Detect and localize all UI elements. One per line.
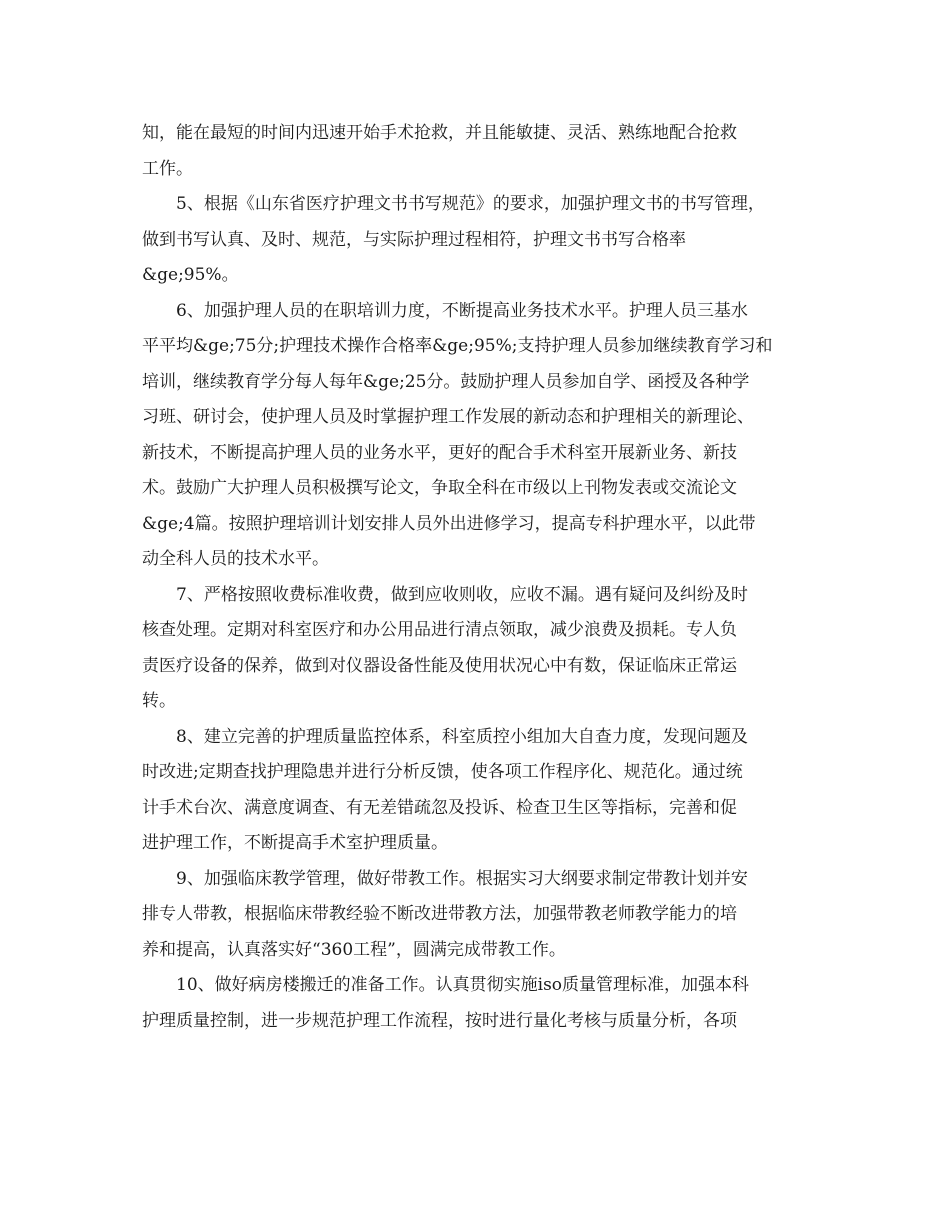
text-line: 术。鼓励广大护理人员积极撰写论文，争取全科在市级以上刊物发表或交流论文 xyxy=(142,478,737,498)
text-line: 10、做好病房楼搬迁的准备工作。认真贯彻实施iso质量管理标准，加强本科 xyxy=(176,975,750,995)
text-line: 平平均&ge;75分;护理技术操作合格率&ge;95%;支持护理人员参加继续教育学习和 xyxy=(142,336,773,356)
text-line: 做到书写认真、及时、规范，与实际护理过程相符，护理文书书写合格率 xyxy=(142,229,686,250)
text-line: 动全科人员的技术水平。 xyxy=(142,549,329,569)
paragraph-item-10 xyxy=(142,968,802,1039)
text-line: 6、加强护理人员的在职培训力度，不断提高业务技术水平。护理人员三基水 xyxy=(176,300,748,321)
paragraph-item-7 xyxy=(142,578,802,720)
paragraph-item-5 xyxy=(142,187,802,294)
paragraph-item-9 xyxy=(142,862,802,969)
text-line: 9、加强临床教学管理，做好带教工作。根据实习大纲要求制定带教计划并安 xyxy=(176,868,748,889)
text-line: 新技术，不断提高护理人员的业务水平，更好的配合手术科室开展新业务、新技 xyxy=(142,442,737,463)
text-line: 7、严格按照收费标准收费，做到应收则收，应收不漏。遇有疑问及纠纷及时 xyxy=(176,584,748,605)
paragraph-continuation xyxy=(142,116,802,187)
text-line: 养和提高，认真落实好“360工程”，圆满完成带教工作。 xyxy=(142,939,566,960)
text-line: 习班、研讨会，使护理人员及时掌握护理工作发展的新动态和护理相关的新理论、 xyxy=(142,407,754,427)
paragraph-item-8 xyxy=(142,720,802,862)
text-line: 5、根据《山东省医疗护理文书书写规范》的要求，加强护理文书的书写管理， xyxy=(176,194,765,214)
document-page xyxy=(142,116,802,1039)
text-line: 时改进;定期查找护理隐患并进行分析反馈，使各项工作程序化、规范化。通过统 xyxy=(142,762,743,782)
text-line: 护理质量控制，进一步规范护理工作流程，按时进行量化考核与质量分析，各项 xyxy=(142,1010,737,1031)
paragraph-item-6 xyxy=(142,294,802,578)
text-line: &ge;4篇。按照护理培训计划安排人员外出进修学习，提高专科护理水平，以此带 xyxy=(142,513,756,534)
text-line: 排专人带教，根据临床带教经验不断改进带教方法，加强带教老师教学能力的培 xyxy=(142,904,737,924)
text-line: 工作。 xyxy=(142,158,193,179)
text-line: &ge;95%。 xyxy=(142,265,239,285)
text-line: 核查处理。定期对科室医疗和办公用品进行清点领取，减少浪费及损耗。专人负 xyxy=(142,620,737,640)
text-line: 进护理工作，不断提高手术室护理质量。 xyxy=(142,833,448,853)
text-line: 培训，继续教育学分每人每年&ge;25分。鼓励护理人员参加自学、函授及各种学 xyxy=(142,371,750,392)
text-line: 计手术台次、满意度调查、有无差错疏忽及投诉、检查卫生区等指标，完善和促 xyxy=(142,797,737,818)
text-line: 责医疗设备的保养，做到对仪器设备性能及使用状况心中有数，保证临床正常运 xyxy=(142,655,737,676)
text-line: 8、建立完善的护理质量监控体系，科室质控小组加大自查力度，发现问题及 xyxy=(176,726,748,747)
text-line: 知，能在最短的时间内迅速开始手术抢救，并且能敏捷、灵活、熟练地配合抢救 xyxy=(142,123,737,143)
text-line: 转。 xyxy=(142,691,176,711)
